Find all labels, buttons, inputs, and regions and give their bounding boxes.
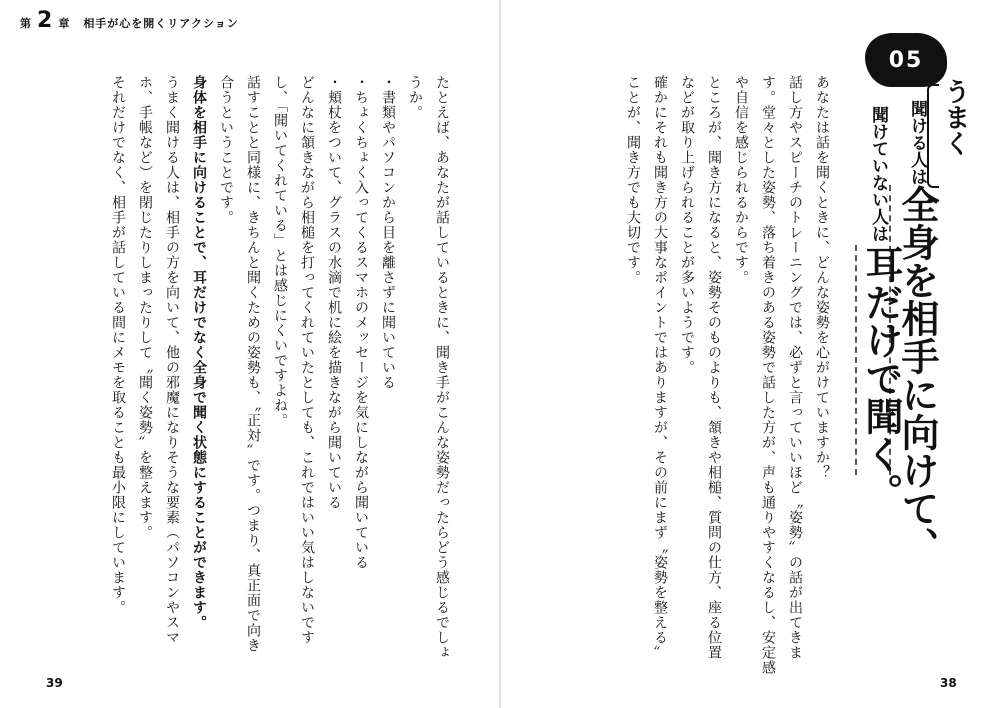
emphasis-line: 身体を相手に向けることで、耳だけでなく全身で聞く状態にすることができます。: [191, 75, 207, 630]
body-line: や自信を感じられるからです。: [733, 75, 749, 285]
right-page-body: [595, 75, 835, 675]
page-number-left: 39: [46, 676, 63, 690]
heading-big-2: 耳だけで聞く。: [859, 245, 903, 511]
heading-big-1: 全身を相手に向けて、: [895, 185, 939, 565]
running-head: [20, 10, 239, 32]
body-line: ホ、手帳など）を閉じたりしまったりして〝聞く姿勢〟を整えます。: [137, 75, 153, 540]
bullet-line: ・ちょくちょく入ってくるスマホのメッセージを気にしながら聞いている: [353, 75, 369, 570]
page-number-right: 38: [940, 676, 957, 690]
heading-dash-line-2: [855, 245, 857, 475]
body-line: 話し方やスピーチのトレーニングでは、必ずと言っていいほど〝姿勢〟の話が出てきま: [787, 75, 803, 660]
body-line: ところが、聞き方になると、姿勢そのものよりも、頷きや相槌、質問の仕方、座る位置: [706, 75, 722, 660]
heading-umaku: うまく: [940, 78, 970, 156]
body-line: たとえば、あなたが話しているときに、聞き手がこんな姿勢だったらどう感じるでしょ: [434, 75, 450, 660]
body-line: どんなに頷きながら相槌を打ってくれていたとしても、これではいい気はしないです: [299, 75, 315, 645]
body-line: 合うということです。: [218, 75, 234, 225]
heading-kikeru-small: 聞ける人は: [907, 100, 927, 185]
bullet-line: ・頬杖をついて、グラスの水滴で机に絵を描きながら聞いている: [326, 75, 342, 510]
body-line: す。堂々とした姿勢、落ち着きのある姿勢で話した方が、声も通りやすくなるし、安定感: [760, 75, 776, 675]
chapter-prefix: 第: [20, 17, 31, 30]
heading-kikenai-small: 聞けていない人は: [868, 106, 888, 242]
body-line: などが取り上げられることが多いようです。: [679, 75, 695, 375]
body-line: ことが、聞き方でも大切です。: [625, 75, 641, 285]
body-line: それだけでなく、相手が話している間にメモを取ることも最小限にしています。: [110, 75, 126, 615]
chapter-title: 相手が心を開くリアクション: [83, 17, 239, 30]
bullet-line: ・書類やパソコンから目を離さずに聞いている: [380, 75, 396, 390]
body-line: 話すことと同様に、きちんと聞くための姿勢も、〝正対〟です。つまり、真正面で向き: [245, 75, 261, 653]
chapter-suffix: 章: [58, 17, 70, 30]
section-number-badge: 05: [865, 33, 947, 87]
body-line: うか。: [407, 75, 423, 120]
body-line: うまく聞ける人は、相手の方を向いて、他の邪魔になりそうな要素（パソコンやスマ: [164, 75, 180, 645]
page-gutter: [499, 0, 501, 708]
chapter-number: 2: [37, 8, 53, 33]
left-page-body: [55, 75, 455, 675]
body-line: あなたは話を聞くときに、どんな姿勢を心がけていますか？: [814, 75, 830, 480]
body-line: し、「聞いてくれている」とは感じにくいですよね。: [272, 75, 288, 428]
body-line: 確かにそれも聞き方の大事なポイントではありますが、その前にまず〝姿勢を整える〟: [652, 75, 668, 660]
